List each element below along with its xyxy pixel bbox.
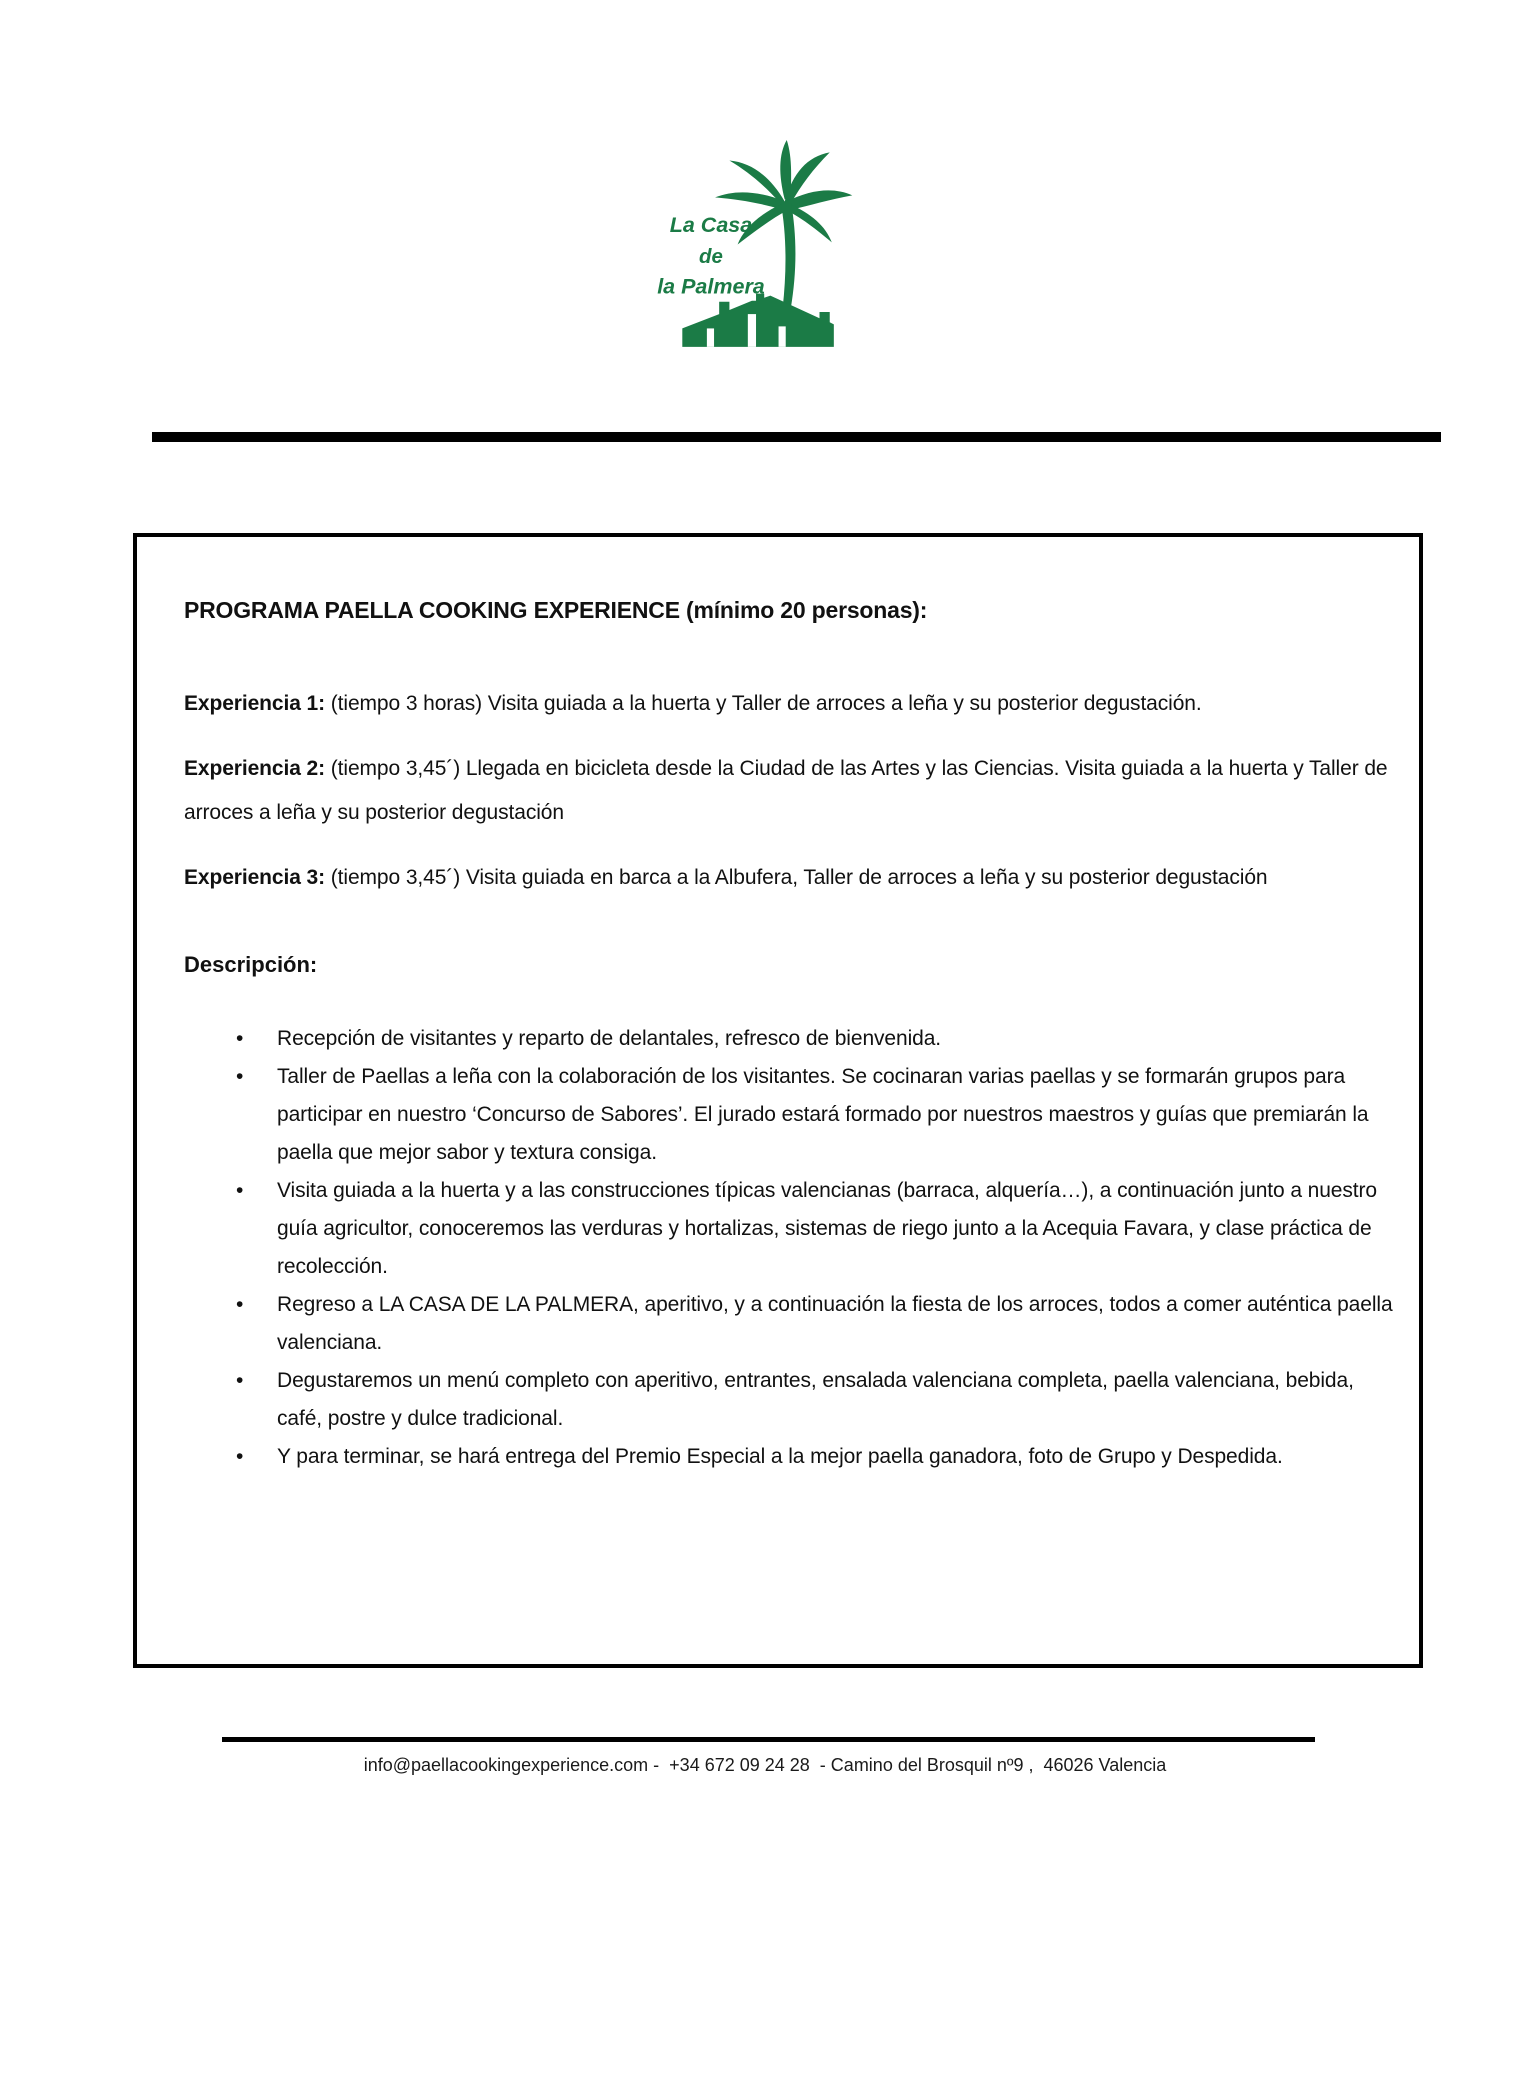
experience-1-paragraph <box>184 682 1393 726</box>
experience-1-text: (tiempo 3 horas) Visita guiada a la huerta y Taller de arroces a leña y su posterior degustación. <box>330 692 1202 715</box>
bullet-item-6: • Y para terminar, se hará entrega del Premio Especial a la mejor paella ganadora, foto de Grupo y Despedida. <box>234 1438 1393 1476</box>
header-divider-rule <box>152 432 1441 442</box>
logo-text-line-3: la Palmera <box>657 274 765 299</box>
bullet-item-2: • Taller de Paellas a leña con la colaboración de los visitantes. Se cocinaran varias paellas y se formarán grupos para participar en nuestro ‘Concurso de Sabores’. El jurado estará formado por nuestros maestros y guías que premiarán la paella que mejor sabor y textura consiga. <box>234 1058 1393 1172</box>
footer-contact-info: info@paellacookingexperience.com - +34 672 09 24 28 - Camino del Brosquil nº9 , 46026 Valencia <box>363 1755 1167 1775</box>
experience-2-text: (tiempo 3,45´) Llegada en bicicleta desde la Ciudad de las Artes y las Ciencias. Visita guiada a la huerta y Taller de arroces a leña y su posterior degustación <box>184 757 1388 824</box>
program-title: PROGRAMA PAELLA COOKING EXPERIENCE (mínimo 20 personas): <box>184 597 928 623</box>
program-content-box <box>133 533 1423 1668</box>
bullet-item-4: • Regreso a LA CASA DE LA PALMERA, aperitivo, y a continuación la fiesta de los arroces, todos a comer auténtica paella valenciana. <box>234 1286 1393 1362</box>
description-bullet-list <box>234 1020 1393 1476</box>
experience-2-paragraph <box>184 747 1393 835</box>
company-logo <box>655 138 855 353</box>
logo-text-line-1: La Casa <box>669 213 753 238</box>
experience-3-text: (tiempo 3,45´) Visita guiada en barca a la Albufera, Taller de arroces a leña y su posterior degustación <box>330 866 1268 889</box>
experience-1-label: Experiencia 1: <box>184 692 326 715</box>
logo-text-line-2: de <box>699 244 723 268</box>
palm-tree-house-icon <box>655 138 855 353</box>
bullet-item-3: • Visita guiada a la huerta y a las construcciones típicas valencianas (barraca, alquería…), a continuación junto a nuestro guía agricultor, conoceremos las verduras y hortalizas, sistemas de riego junto a la Acequia Favara, y clase práctica de recolección. <box>234 1172 1393 1286</box>
experience-3-paragraph <box>184 856 1393 900</box>
bullet-item-1: • Recepción de visitantes y reparto de delantales, refresco de bienvenida. <box>234 1020 1393 1058</box>
experience-2-label: Experiencia 2: <box>184 757 326 780</box>
experience-3-label: Experiencia 3: <box>184 866 326 889</box>
bullet-item-5: • Degustaremos un menú completo con aperitivo, entrantes, ensalada valenciana completa, paella valenciana, bebida, café, postre y dulce tradicional. <box>234 1362 1393 1438</box>
footer-divider-rule <box>222 1737 1315 1742</box>
description-heading: Descripción: <box>184 952 318 977</box>
